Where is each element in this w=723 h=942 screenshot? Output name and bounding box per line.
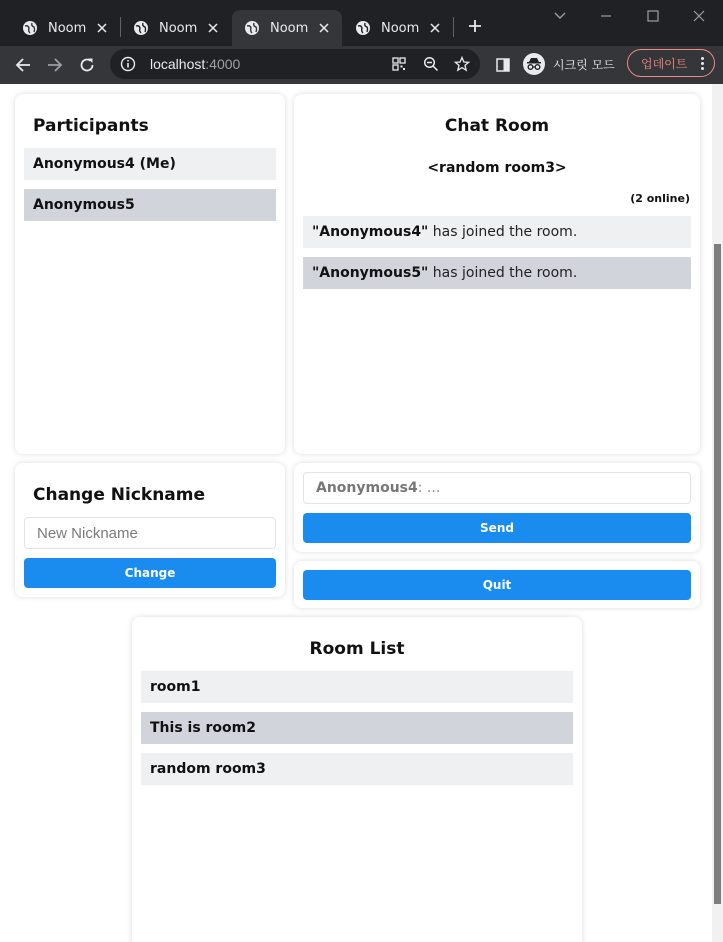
site-info-icon[interactable] (120, 56, 136, 72)
new-tab-icon[interactable] (464, 15, 486, 37)
close-icon[interactable] (316, 20, 332, 36)
message-user: "Anonymous5" (312, 265, 429, 281)
tab-title: Noom (270, 20, 309, 36)
browser-tab-3-active[interactable] (232, 10, 342, 46)
incognito-indicator[interactable] (523, 49, 615, 79)
browser-tab-2[interactable] (121, 10, 231, 46)
tab-separator (453, 17, 454, 37)
globe-icon (22, 20, 38, 36)
globe-icon (355, 20, 371, 36)
online-count: (2 online) (630, 192, 690, 205)
tab-strip (0, 0, 723, 46)
browser-toolbar (0, 46, 723, 84)
tab-title: Noom (48, 20, 87, 36)
message-composer-panel (294, 463, 700, 552)
quit-button[interactable]: Quit (303, 570, 691, 600)
chat-room-title: Chat Room (444, 116, 550, 136)
url-port: :4000 (205, 56, 241, 72)
window-close-icon[interactable] (687, 6, 711, 26)
update-label: 업데이트 (641, 56, 688, 71)
globe-icon (133, 20, 149, 36)
room-item[interactable]: room1 (141, 671, 573, 703)
incognito-label: 시크릿 모드 (553, 57, 615, 72)
more-vert-icon[interactable] (701, 56, 704, 71)
bookmark-star-icon[interactable] (453, 55, 471, 73)
incognito-icon (523, 53, 545, 75)
reload-icon[interactable] (73, 51, 101, 79)
address-bar[interactable] (110, 49, 480, 79)
close-icon[interactable] (94, 20, 110, 36)
page-viewport (0, 84, 723, 942)
room-list-panel (132, 617, 582, 942)
participant-item[interactable]: Anonymous4 (Me) (24, 148, 276, 180)
message-text: has joined the room. (428, 224, 578, 240)
message-text: has joined the room. (428, 265, 578, 281)
tab-title: Noom (159, 20, 198, 36)
room-item[interactable]: random room3 (141, 753, 573, 785)
qr-code-icon[interactable] (390, 55, 408, 73)
change-nickname-title: Change Nickname (33, 485, 206, 505)
tab-search-chevron-icon[interactable] (548, 6, 572, 26)
update-button[interactable] (627, 49, 715, 77)
nickname-input[interactable]: New Nickname (24, 517, 276, 549)
url-text (150, 56, 240, 72)
room-item[interactable]: This is room2 (141, 712, 573, 744)
forward-arrow-icon[interactable] (41, 51, 69, 79)
chat-message (303, 216, 691, 248)
scrollbar-thumb[interactable] (714, 244, 721, 904)
browser-tab-1[interactable] (10, 10, 120, 46)
globe-icon (244, 20, 260, 36)
participants-title: Participants (33, 116, 149, 136)
chat-room-panel (294, 94, 700, 454)
minimize-icon[interactable] (594, 6, 618, 26)
message-input-user: Anonymous4 (316, 480, 418, 496)
message-input[interactable] (303, 472, 691, 504)
message-user: "Anonymous4" (312, 224, 429, 240)
back-arrow-icon[interactable] (9, 51, 37, 79)
chat-message (303, 257, 691, 289)
send-button[interactable]: Send (303, 513, 691, 543)
room-name: <random room3> (427, 160, 567, 176)
maximize-icon[interactable] (641, 6, 665, 26)
close-icon[interactable] (427, 20, 443, 36)
url-host: localhost (150, 56, 206, 72)
participants-panel (15, 94, 285, 454)
quit-panel (294, 561, 700, 608)
close-icon[interactable] (205, 20, 221, 36)
side-panel-icon[interactable] (489, 51, 517, 79)
tab-title: Noom (381, 20, 420, 36)
change-nickname-button[interactable]: Change (24, 558, 276, 588)
participant-item[interactable]: Anonymous5 (24, 189, 276, 221)
message-input-placeholder: : ... (417, 480, 441, 496)
browser-tab-4[interactable] (343, 10, 453, 46)
page-scrollbar[interactable] (712, 84, 723, 942)
room-list-title: Room List (309, 639, 405, 659)
zoom-out-icon[interactable] (422, 55, 440, 73)
change-nickname-panel (15, 463, 285, 597)
